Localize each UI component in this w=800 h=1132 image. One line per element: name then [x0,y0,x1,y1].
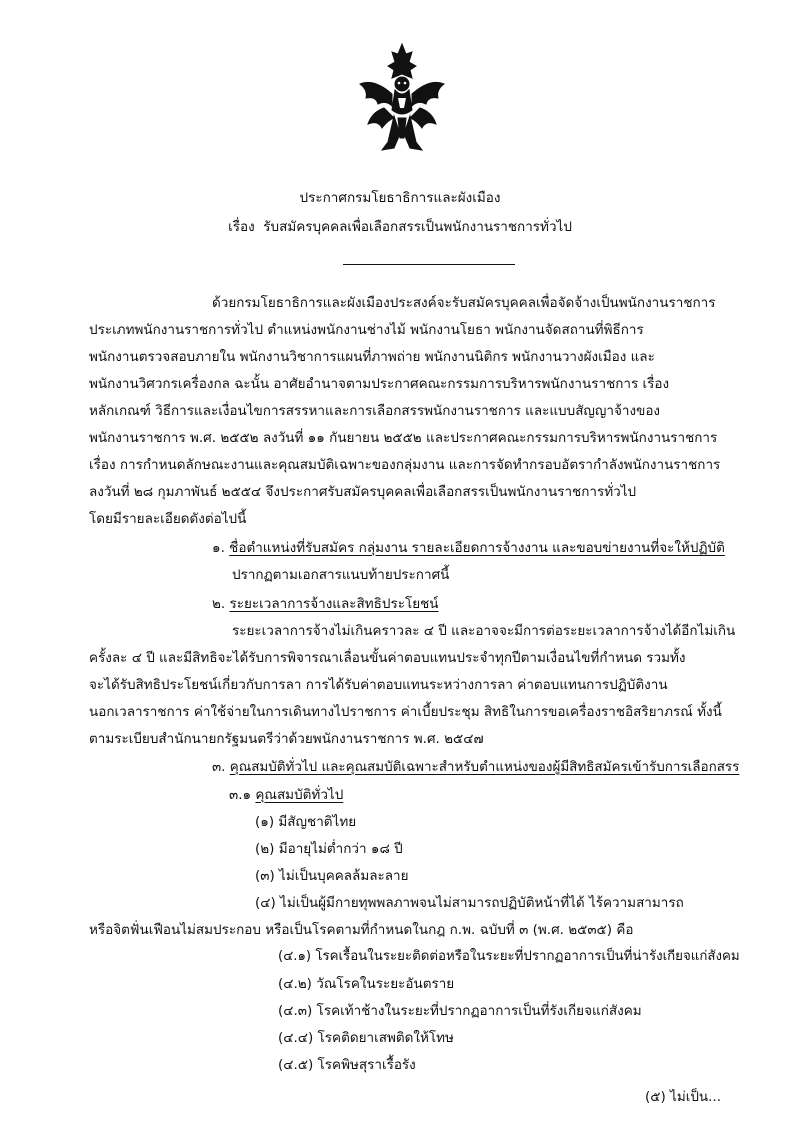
subject-text: รับสมัครบุคคลเพื่อเลือกสรรเป็นพนักงานราชการทั่วไป [263,219,572,235]
title-divider [343,264,515,265]
announcement-subject-line [0,218,800,236]
section-2-line: จะได้รับสิทธิประโยชน์เกี่ยวกับการลา การได้รับค่าตอบแทนระหว่างการลา ค่าตอบแทนการปฏิบัติงาน [89,677,668,693]
intro-line: เรื่อง การกำหนดลักษณะงานและคุณสมบัติเฉพาะของกลุ่มงาน และการจัดทำกรอบอัตรากำลังพนักงานราชการ [89,457,721,473]
qualification-item: (๑) มีสัญชาติไทย [255,814,357,830]
intro-line: ด้วยกรมโยธาธิการและผังเมืองประสงค์จะรับสมัครบุคคลเพื่อจัดจ้างเป็นพนักงานราชการ [212,295,716,311]
section-1-number: ๑. [212,540,225,556]
section-2-line: ครั้งละ ๔ ปี และมีสิทธิจะได้รับการพิจารณาเลื่อนขั้นค่าตอบแทนประจำทุกปีตามเงื่อนไขที่กำหนด รวมทั้ง [89,650,686,666]
qualification-item: (๔) ไม่เป็นผู้มีกายทุพพลภาพจนไม่สามารถปฏิบัติหน้าที่ได้ ไร้ความสามารถ [255,895,684,911]
subject-label: เรื่อง [228,219,255,235]
section-2-line: นอกเวลาราชการ ค่าใช้จ่ายในการเดินทางไปราชการ ค่าเบี้ยประชุม สิทธิในการขอเครื่องราชอิสริยาภรณ์ ทั้งนี้ [89,704,722,720]
intro-line: ประเภทพนักงานราชการทั่วไป ตำแหน่งพนักงานช่างไม้ พนักงานโยธา พนักงานจัดสถานที่พิธีการ [89,322,644,338]
section-2-title: ระยะเวลาการจ้างและสิทธิประโยชน์ [229,596,439,612]
section-3-1-number: ๓.๑ [229,787,252,803]
section-3-number: ๓. [212,760,226,775]
intro-line: หลักเกณฑ์ วิธีการและเงื่อนไขการสรรหาและการเลือกสรรพนักงานราชการ และแบบสัญญาจ้างของ [89,403,661,419]
section-3-1-title: คุณสมบัติทั่วไป [255,787,344,803]
section-2-line: ระยะเวลาการจ้างไม่เกินคราวละ ๔ ปี และอาจจะมีการต่อระยะเวลาการจ้างได้อีกไม่เกิน [232,623,736,639]
qualification-item: (๒) มีอายุไม่ต่ำกว่า ๑๘ ปี [255,841,403,857]
intro-line: พนักงานวิศวกรเครื่องกล ฉะนั้น อาศัยอำนาจตามประกาศคณะกรรมการบริหารพนักงานราชการ เรื่อง [89,376,670,392]
section-1-body: ปรากฏตามเอกสารแนบท้ายประกาศนี้ [232,567,450,583]
section-3-title: คุณสมบัติทั่วไป และคุณสมบัติเฉพาะสำหรับตำแหน่งของผู้มีสิทธิสมัครเข้ารับการเลือกสรร [229,760,740,775]
section-1-title: ชื่อตำแหน่งที่รับสมัคร กลุ่มงาน รายละเอียดการจ้างงาน และขอบข่ายงานที่จะให้ปฏิบัติ [229,540,725,556]
intro-line: พนักงานตรวจสอบภายใน พนักงานวิชาการแผนที่ภาพถ่าย พนักงานนิติกร พนักงานวางผังเมือง และ [89,349,655,365]
disease-item: (๔.๔) โรคติดยาเสพติดให้โทษ [278,1030,454,1046]
intro-line: ลงวันที่ ๒๘ กุมภาพันธ์ ๒๕๕๔ จึงประกาศรับสมัครบุคคลเพื่อเลือกสรรเป็นพนักงานราชการทั่วไป [89,484,637,500]
disease-item: (๔.๑) โรคเรื้อนในระยะติดต่อหรือในระยะที่ปรากฏอาการเป็นที่น่ารังเกียจแก่สังคม [278,949,740,964]
announcement-title: ประกาศกรมโยธาธิการและผังเมือง [299,190,501,206]
disease-item: (๔.๕) โรคพิษสุราเรื้อรัง [278,1057,416,1073]
garuda-emblem-icon [354,38,450,158]
disease-item: (๔.๓) โรคเท้าช้างในระยะที่ปรากฏอาการเป็นที่รังเกียจแก่สังคม [278,1003,642,1019]
section-2-line: ตามระเบียบสำนักนายกรัฐมนตรีว่าด้วยพนักงานราชการ พ.ศ. ๒๕๔๗ [89,731,484,747]
section-3-1-heading [229,786,343,804]
section-3-heading [212,759,739,777]
disease-item: (๔.๒) วัณโรคในระยะอันตราย [278,976,455,992]
qualification-item-continued: หรือจิตฟั่นเฟือนไม่สมประกอบ หรือเป็นโรคตามที่กำหนดในกฎ ก.พ. ฉบับที่ ๓ (พ.ศ. ๒๕๓๕) คือ [89,922,634,938]
section-1-heading [212,539,725,557]
intro-line: พนักงานราชการ พ.ศ. ๒๕๕๒ ลงวันที่ ๑๑ กันยายน ๒๕๕๒ และประกาศคณะกรรมการบริหารพนักงานราชการ [89,430,718,446]
page-continuation: (๕) ไม่เป็น... [645,1089,722,1105]
qualification-item: (๓) ไม่เป็นบุคคลล้มละลาย [255,868,409,884]
section-2-heading [212,595,439,613]
intro-line: โดยมีรายละเอียดดังต่อไปนี้ [89,511,247,527]
section-2-number: ๒. [212,596,226,612]
